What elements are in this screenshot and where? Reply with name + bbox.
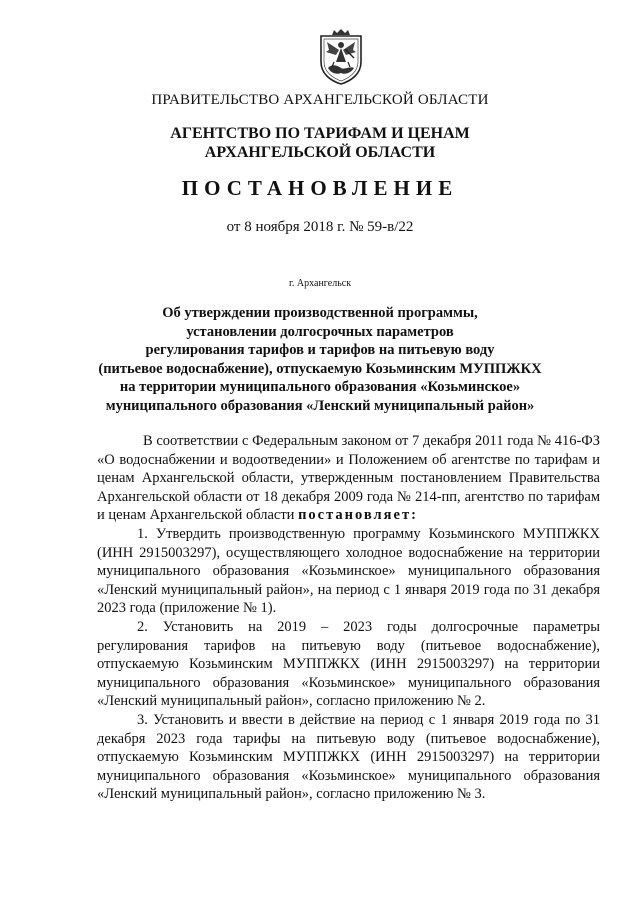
title-line: регулирования тарифов и тарифов на питьевую воду xyxy=(145,342,495,358)
resolution-item: 2. Установить на 2019 – 2023 годы долгосрочные параметры регулирования тарифов на питьевую воду (питьевое водоснабжение), отпускаемую Козьминским МУППЖКХ (ИНН 2915003297) на территории муниципального образования «Козьминское» муниципального образования «Ленский муниципальный район», согласно приложению № 2. xyxy=(97,618,600,710)
government-name: ПРАВИТЕЛЬСТВО АРХАНГЕЛЬСКОЙ ОБЛАСТИ xyxy=(151,92,489,108)
document-city: г. Архангельск xyxy=(288,278,352,289)
document-title xyxy=(60,304,580,415)
document-date-number: от 8 ноября 2018 г. № 59-в/22 xyxy=(226,219,414,235)
agency-name-line: АРХАНГЕЛЬСКОЙ ОБЛАСТИ xyxy=(204,144,436,161)
intro-text: В соответствии с Федеральным законом от 7 декабря 2011 года № 416-ФЗ «О водоснабжении и водоотведении» и Положением об агентстве по тарифам и ценам Архангельской области, утвержденным постановлением Правительства Архангельской области от 18 декабря 2009 года № 214-пп, агентство по тарифам и ценам Архангельской области xyxy=(97,433,600,524)
title-line: Об утверждении производственной программы, xyxy=(162,305,478,321)
resolution-item: 3. Установить и ввести в действие на период с 1 января 2019 года по 31 декабря 2023 года тарифы на питьевую воду (питьевое водоснабжение), отпускаемую Козьминским МУППЖКХ (ИНН 2915003297) на территории муниципального образования «Козьминское» муниципального образования «Ленский муниципальный район», согласно приложению № 3. xyxy=(97,711,600,803)
resolves-emphasis: постановляет: xyxy=(298,507,418,524)
intro-paragraph xyxy=(97,432,600,525)
resolution-item: 1. Утвердить производственную программу Козьминского МУППЖКХ (ИНН 2915003297), осуществляющего холодное водоснабжение на территории муниципального образования «Козьминское» муниципального образования «Ленский муниципальный район», на период с 1 января 2019 года по 31 декабря 2023 года (приложение № 1). xyxy=(97,525,600,617)
title-line: муниципального образования «Ленский муниципальный район» xyxy=(105,397,535,414)
document-body xyxy=(97,432,600,804)
title-line: установлении долгосрочных параметров xyxy=(186,323,454,340)
title-line: (питьевое водоснабжение), отпускаемую Козьминским МУППЖКХ xyxy=(98,360,542,377)
agency-name-line: АГЕНТСТВО ПО ТАРИФАМ И ЦЕНАМ xyxy=(170,125,470,142)
title-line: на территории муниципального образования «Козьминское» xyxy=(119,379,521,395)
document-type: ПОСТАНОВЛЕНИЕ xyxy=(181,176,459,200)
coat-of-arms-icon xyxy=(312,28,370,86)
agency-name xyxy=(0,124,640,162)
